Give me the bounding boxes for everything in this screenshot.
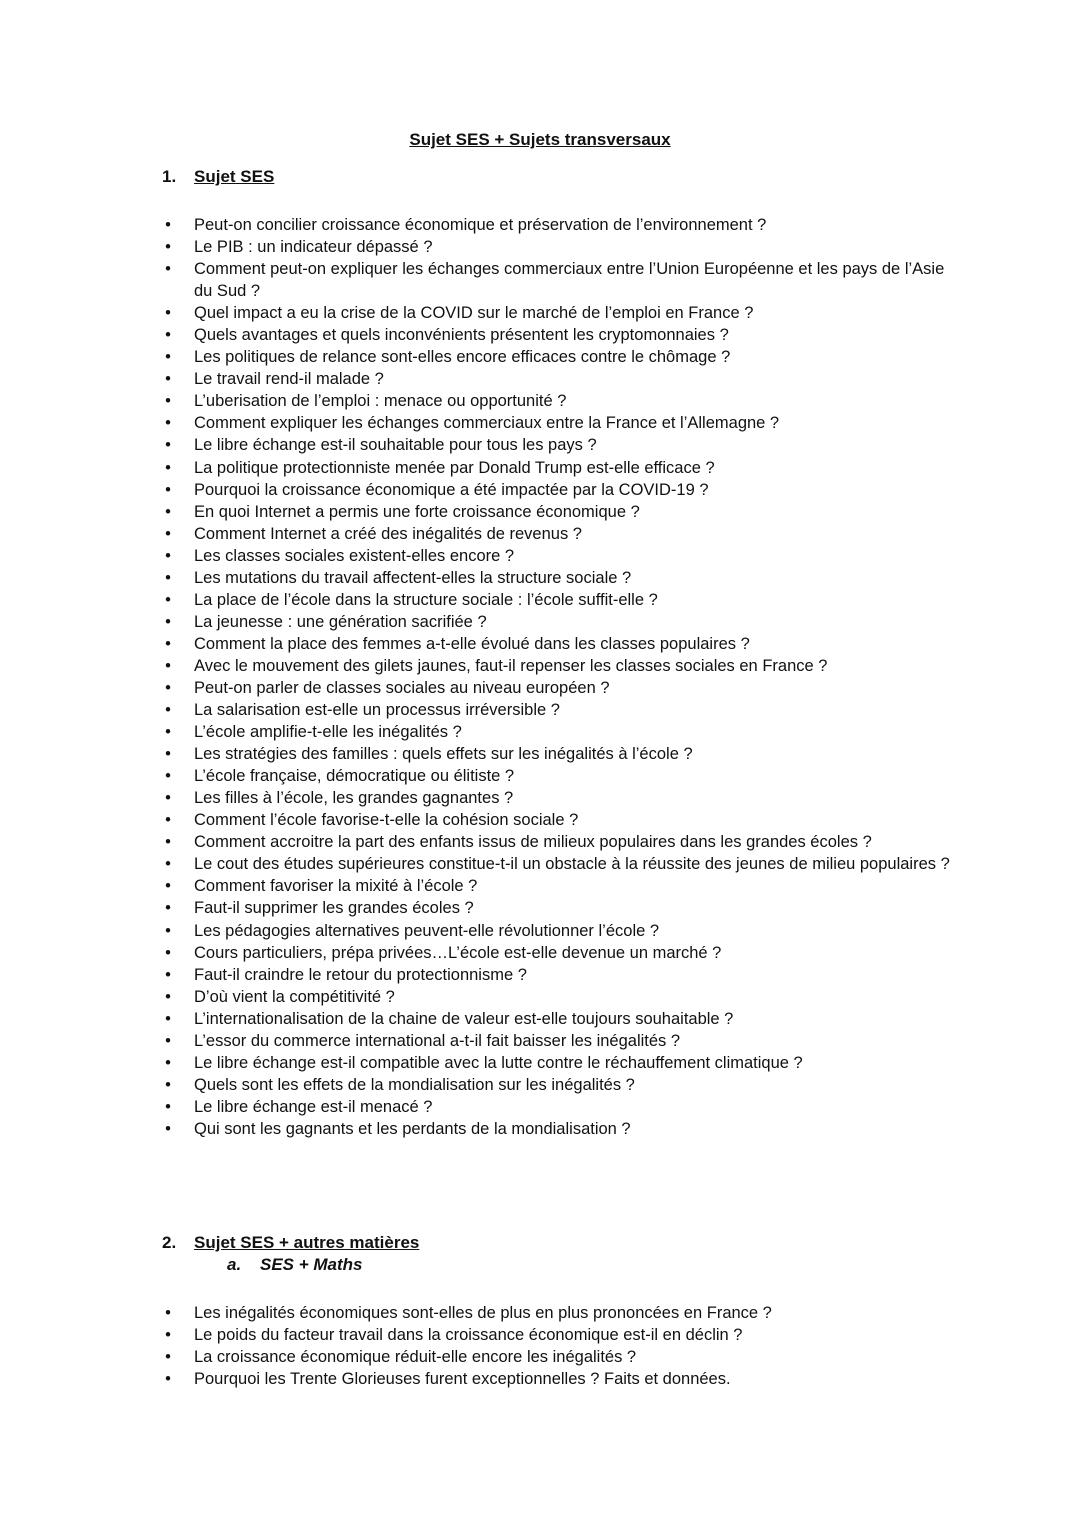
list-item-text: Quels sont les effets de la mondialisation sur les inégalités ? (194, 1075, 635, 1094)
list-item (162, 302, 962, 324)
list-item (162, 611, 962, 633)
section-1-title: Sujet SES (194, 167, 275, 186)
bullet-icon: • (165, 1009, 171, 1028)
list-item-text: Les pédagogies alternatives peuvent-elle révolutionner l’école ? (194, 921, 660, 940)
bullet-icon: • (165, 723, 171, 742)
bullet-icon: • (165, 458, 171, 477)
bullet-icon: • (165, 1304, 171, 1322)
list-item (162, 920, 962, 942)
list-item (162, 589, 962, 611)
list-item-text: Le PIB : un indicateur dépassé ? (194, 238, 433, 257)
list-item-text: La jeunesse : une génération sacrifiée ? (194, 612, 487, 631)
list-item (162, 236, 962, 258)
list-item-text: Faut-il craindre le retour du protectionnisme ? (194, 965, 527, 984)
bullet-icon: • (165, 634, 171, 653)
list-item (162, 743, 962, 765)
list-item-text: Les filles à l’école, les grandes gagnantes ? (194, 789, 514, 808)
bullet-icon: • (165, 524, 171, 543)
list-item-text: D’où vient la compétitivité ? (194, 987, 395, 1006)
subsection-a-heading (227, 1254, 363, 1276)
list-item-text: L’uberisation de l’emploi : menace ou opportunité ? (194, 392, 567, 411)
list-item (162, 809, 962, 831)
subsection-a-title: SES + Maths (260, 1255, 363, 1274)
bullet-icon: • (165, 656, 171, 675)
list-item-text: Faut-il supprimer les grandes écoles ? (194, 899, 474, 918)
list-item-text: Les classes sociales existent-elles encore ? (194, 546, 515, 565)
list-item-text: Peut-on concilier croissance économique et préservation de l’environnement ? (194, 216, 767, 234)
list-item (162, 721, 962, 743)
list-item-text: L’école amplifie-t-elle les inégalités ? (194, 723, 462, 742)
bullet-icon: • (165, 1097, 171, 1116)
list-item-text: L’internationalisation de la chaine de valeur est-elle toujours souhaitable ? (194, 1009, 734, 1028)
list-item-text: Les inégalités économiques sont-elles de plus en plus prononcées en France ? (194, 1304, 772, 1322)
list-item (162, 964, 962, 986)
list-item-text: Cours particuliers, prépa privées…L’école est-elle devenue un marché ? (194, 943, 722, 962)
list-item-text: Le cout des études supérieures constitue-t-il un obstacle à la réussite des jeunes de milieu populaires ? (194, 855, 950, 874)
section-2-number: 2. (162, 1233, 177, 1252)
bullet-icon: • (165, 348, 171, 367)
list-item (162, 1324, 962, 1346)
bullet-icon: • (165, 921, 171, 940)
bullet-icon: • (165, 568, 171, 587)
list-item (162, 1368, 962, 1390)
list-item (162, 1118, 962, 1140)
list-item (162, 1074, 962, 1096)
list-item (162, 831, 962, 853)
topic-list-ses (162, 214, 962, 1140)
bullet-icon: • (165, 1348, 171, 1367)
bullet-icon: • (165, 767, 171, 786)
list-item-text: Comment expliquer les échanges commerciaux entre la France et l’Allemagne ? (194, 414, 780, 433)
bullet-icon: • (165, 612, 171, 631)
list-item (162, 1008, 962, 1030)
list-item-text: Le poids du facteur travail dans la croissance économique est-il en déclin ? (194, 1326, 743, 1345)
list-item-text: La place de l’école dans la structure sociale : l’école suffit-elle ? (194, 590, 658, 609)
bullet-icon: • (165, 1031, 171, 1050)
list-item (162, 457, 962, 479)
list-item (162, 633, 962, 655)
list-item-text: Comment l’école favorise-t-elle la cohésion sociale ? (194, 811, 579, 830)
bullet-icon: • (165, 304, 171, 323)
list-item-text: La politique protectionniste menée par Donald Trump est-elle efficace ? (194, 458, 715, 477)
page-title: Sujet SES + Sujets transversaux (409, 130, 671, 149)
list-item (162, 545, 962, 567)
bullet-icon: • (165, 436, 171, 455)
list-item (162, 787, 962, 809)
bullet-icon: • (165, 502, 171, 521)
list-item (162, 677, 962, 699)
list-item-text: Pourquoi les Trente Glorieuses furent exceptionnelles ? Faits et données. (194, 1370, 731, 1389)
list-item-text: Comment peut-on expliquer les échanges commerciaux entre l’Union Européenne et les pays de l’Asie du Sud ? (194, 260, 945, 301)
list-item (162, 853, 962, 875)
list-item (162, 434, 962, 456)
list-item (162, 699, 962, 721)
list-item (162, 567, 962, 589)
bullet-icon: • (165, 789, 171, 808)
list-item-text: Les politiques de relance sont-elles encore efficaces contre le chômage ? (194, 348, 731, 367)
list-item-text: Le libre échange est-il menacé ? (194, 1097, 433, 1116)
bullet-icon: • (165, 216, 171, 234)
section-1-number: 1. (162, 167, 177, 186)
bullet-icon: • (165, 326, 171, 345)
list-item-text: Avec le mouvement des gilets jaunes, faut-il repenser les classes sociales en France ? (194, 656, 828, 675)
list-item (162, 214, 962, 236)
list-item (162, 1302, 962, 1324)
bullet-icon: • (165, 965, 171, 984)
list-item (162, 390, 962, 412)
list-item (162, 324, 962, 346)
list-item-text: Le libre échange est-il compatible avec la lutte contre le réchauffement climatique ? (194, 1053, 803, 1072)
list-item-text: Comment Internet a créé des inégalités de revenus ? (194, 524, 582, 543)
list-item (162, 765, 962, 787)
bullet-icon: • (165, 987, 171, 1006)
list-item-text: Le travail rend-il malade ? (194, 370, 384, 389)
list-item-text: Peut-on parler de classes sociales au niveau européen ? (194, 678, 610, 697)
list-item-text: L’essor du commerce international a-t-il fait baisser les inégalités ? (194, 1031, 681, 1050)
list-item (162, 501, 962, 523)
list-item-text: Les stratégies des familles : quels effets sur les inégalités à l’école ? (194, 745, 693, 764)
list-item-text: L’école française, démocratique ou élitiste ? (194, 767, 515, 786)
list-item (162, 1096, 962, 1118)
bullet-icon: • (165, 414, 171, 433)
list-item-text: La salarisation est-elle un processus irréversible ? (194, 701, 560, 720)
section-2-heading (162, 1232, 419, 1254)
bullet-icon: • (165, 546, 171, 565)
bullet-icon: • (165, 745, 171, 764)
list-item-text: Comment accroitre la part des enfants issus de milieux populaires dans les grandes écoles ? (194, 833, 872, 852)
bullet-icon: • (165, 678, 171, 697)
list-item (162, 1030, 962, 1052)
list-item-text: Quels avantages et quels inconvénients présentent les cryptomonnaies ? (194, 326, 729, 345)
section-2-title: Sujet SES + autres matières (194, 1233, 420, 1252)
list-item-text: Pourquoi la croissance économique a été impactée par la COVID-19 ? (194, 480, 709, 499)
bullet-icon: • (165, 877, 171, 896)
bullet-icon: • (165, 590, 171, 609)
bullet-icon: • (165, 943, 171, 962)
bullet-icon: • (165, 811, 171, 830)
list-item (162, 368, 962, 390)
list-item-text: En quoi Internet a permis une forte croissance économique ? (194, 502, 640, 521)
bullet-icon: • (165, 833, 171, 852)
list-item-text: Qui sont les gagnants et les perdants de la mondialisation ? (194, 1119, 631, 1138)
bullet-icon: • (165, 238, 171, 257)
bullet-icon: • (165, 480, 171, 499)
list-item-text: Quel impact a eu la crise de la COVID sur le marché de l’emploi en France ? (194, 304, 754, 323)
list-item (162, 346, 962, 368)
list-item-text: Le libre échange est-il souhaitable pour tous les pays ? (194, 436, 597, 455)
bullet-icon: • (165, 1075, 171, 1094)
bullet-icon: • (165, 701, 171, 720)
list-item-text: Les mutations du travail affectent-elles la structure sociale ? (194, 568, 632, 587)
bullet-icon: • (165, 260, 171, 279)
list-item (162, 875, 962, 897)
bullet-icon: • (165, 370, 171, 389)
list-item (162, 258, 962, 302)
list-item-text: Comment la place des femmes a-t-elle évolué dans les classes populaires ? (194, 634, 750, 653)
topic-list-ses-maths (162, 1302, 962, 1390)
section-1-heading (162, 166, 274, 188)
list-item (162, 412, 962, 434)
bullet-icon: • (165, 855, 171, 874)
list-item (162, 479, 962, 501)
list-item-text: La croissance économique réduit-elle encore les inégalités ? (194, 1348, 637, 1367)
bullet-icon: • (165, 899, 171, 918)
bullet-icon: • (165, 1370, 171, 1389)
bullet-icon: • (165, 1119, 171, 1138)
list-item-text: Comment favoriser la mixité à l’école ? (194, 877, 478, 896)
subsection-a-letter: a. (227, 1255, 242, 1274)
list-item (162, 1346, 962, 1368)
list-item (162, 986, 962, 1008)
list-item (162, 897, 962, 919)
list-item (162, 655, 962, 677)
bullet-icon: • (165, 392, 171, 411)
bullet-icon: • (165, 1053, 171, 1072)
list-item (162, 523, 962, 545)
list-item (162, 942, 962, 964)
bullet-icon: • (165, 1326, 171, 1345)
list-item (162, 1052, 962, 1074)
